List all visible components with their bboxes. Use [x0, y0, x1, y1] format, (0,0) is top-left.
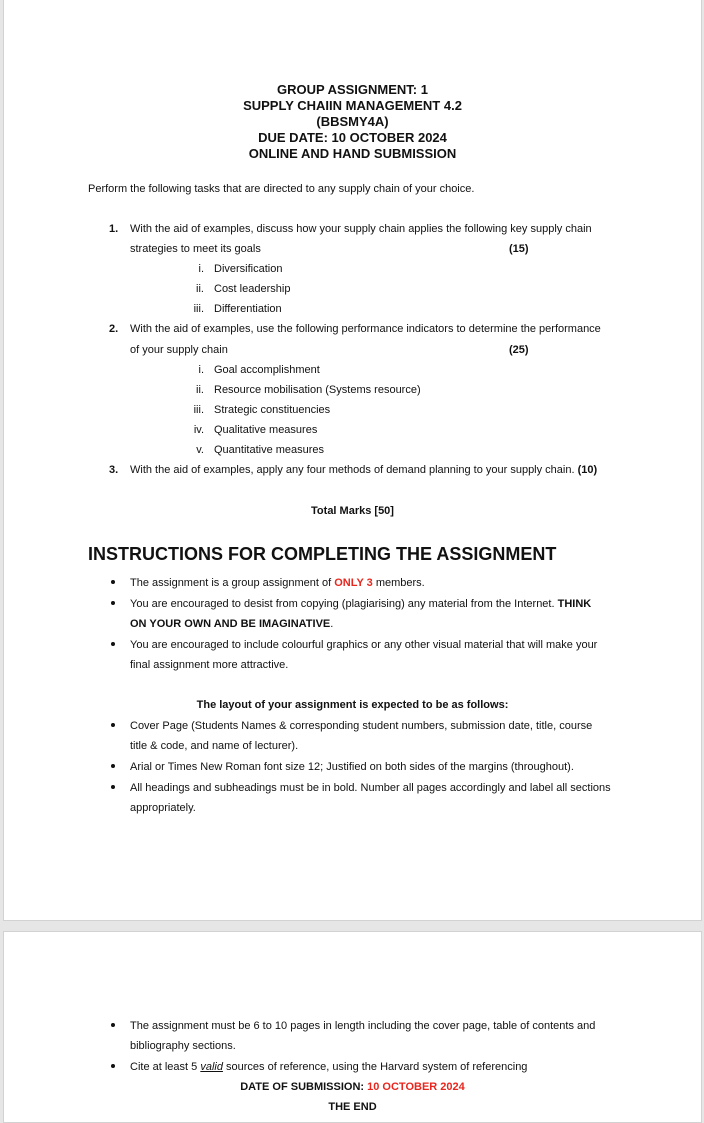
question-3-marks: (10)	[577, 464, 598, 476]
q2-item-4: Qualitative measures	[214, 424, 318, 436]
question-3-body: With the aid of examples, apply any four methods of demand planning to your supply chain.	[130, 464, 575, 476]
question-1-marks: (15)	[509, 243, 529, 255]
assignment-title: GROUP ASSIGNMENT: 1	[277, 82, 428, 97]
q2-item-2: Resource mobilisation (Systems resource)	[214, 384, 421, 396]
instruction-plagiarism-bold1: THINK	[557, 598, 592, 610]
references-valid: valid	[200, 1061, 223, 1073]
references-post: sources of reference, using the Harvard system of referencing	[222, 1061, 528, 1073]
q2-item-5: Quantitative measures	[214, 444, 325, 456]
bullet-dot	[111, 785, 115, 789]
bullet-dot	[111, 642, 115, 646]
bullet-dot	[111, 1064, 115, 1068]
layout-heading: The layout of your assignment is expected to be as follows:	[196, 699, 509, 711]
page-length-line1: The assignment must be 6 to 10 pages in length including the cover page, table of contents and	[130, 1020, 596, 1032]
submission-mode: ONLINE AND HAND SUBMISSION	[248, 146, 457, 161]
the-end: THE END	[328, 1101, 377, 1113]
course-code: (BBSMY4A)	[316, 114, 389, 129]
instruction-group-size-highlight: ONLY 3	[334, 577, 373, 589]
question-3-number: 3.	[109, 464, 119, 476]
layout-cover-page-line2: title & code, and name of lecturer).	[130, 740, 299, 752]
q2-item-2-num: ii.	[196, 384, 204, 396]
instruction-plagiarism-text: You are encouraged to desist from copying (plagiarising) any material from the Internet.	[130, 598, 555, 610]
question-2-marks: (25)	[509, 344, 529, 356]
q1-item-2: Cost leadership	[214, 283, 291, 295]
bullet-dot	[111, 764, 115, 768]
layout-headings-line1: All headings and subheadings must be in bold. Number all pages accordingly and label all sections	[130, 782, 611, 794]
submission-date	[4, 1080, 701, 1094]
bullet-dot	[111, 723, 115, 727]
layout-cover-page-line1: Cover Page (Students Names & corresponding student numbers, submission date, title, course	[130, 720, 593, 732]
q1-item-1-num: i.	[198, 263, 204, 275]
instructions-heading: INSTRUCTIONS FOR COMPLETING THE ASSIGNMENT	[88, 544, 557, 564]
q2-item-3-num: iii.	[193, 404, 204, 416]
due-date: DUE DATE: 10 OCTOBER 2024	[258, 130, 447, 145]
course-name: SUPPLY CHAIIN MANAGEMENT 4.2	[243, 98, 462, 113]
q1-item-3: Differentiation	[214, 303, 282, 315]
q2-item-3: Strategic constituencies	[214, 404, 331, 416]
layout-font: Arial or Times New Roman font size 12; Justified on both sides of the margins (throughout).	[130, 761, 574, 773]
references-pre: Cite at least 5	[130, 1061, 201, 1073]
question-3-text	[130, 463, 597, 477]
q2-item-1-num: i.	[198, 364, 204, 376]
bullet-dot	[111, 580, 115, 584]
intro-text: Perform the following tasks that are directed to any supply chain of your choice.	[88, 183, 475, 195]
bullet-dot	[111, 1023, 115, 1027]
instruction-plagiarism-end: .	[330, 618, 334, 630]
q2-item-5-num: v.	[196, 444, 204, 456]
submission-date-label: DATE OF SUBMISSION:	[240, 1081, 368, 1093]
question-2-line2: of your supply chain	[130, 344, 228, 356]
q1-item-2-num: ii.	[196, 283, 204, 295]
instruction-plagiarism-bold2: ON YOUR OWN AND BE IMAGINATIVE	[130, 618, 331, 630]
instruction-graphics-line2: final assignment more attractive.	[130, 659, 289, 671]
q2-item-1: Goal accomplishment	[214, 364, 320, 376]
submission-date-value: 10 OCTOBER 2024	[367, 1081, 465, 1093]
references-instruction	[130, 1060, 527, 1074]
q1-item-3-num: iii.	[193, 303, 204, 315]
q2-item-4-num: iv.	[193, 424, 204, 436]
document-page-2	[3, 931, 702, 1123]
layout-headings-line2: appropriately.	[130, 802, 196, 814]
instruction-graphics-line1: You are encouraged to include colourful graphics or any other visual material that will make your	[130, 639, 598, 651]
page-length-line2: bibliography sections.	[130, 1040, 236, 1052]
instruction-group-size-pre: The assignment is a group assignment of	[130, 577, 335, 589]
bullet-dot	[111, 601, 115, 605]
q1-item-1: Diversification	[214, 263, 283, 275]
question-1-line2: strategies to meet its goals	[130, 243, 261, 255]
document-page-1	[3, 0, 702, 921]
question-2-number: 2.	[109, 323, 119, 335]
total-marks: Total Marks [50]	[311, 505, 394, 517]
question-2-line1: With the aid of examples, use the following performance indicators to determine the performance	[130, 323, 601, 335]
question-1-number: 1.	[109, 223, 119, 235]
instruction-plagiarism-line2	[130, 617, 333, 631]
instruction-group-size	[130, 576, 425, 590]
question-1-line1: With the aid of examples, discuss how your supply chain applies the following key supply chain	[130, 223, 592, 235]
instruction-plagiarism-line1	[130, 597, 591, 611]
instruction-group-size-post: members.	[372, 577, 425, 589]
